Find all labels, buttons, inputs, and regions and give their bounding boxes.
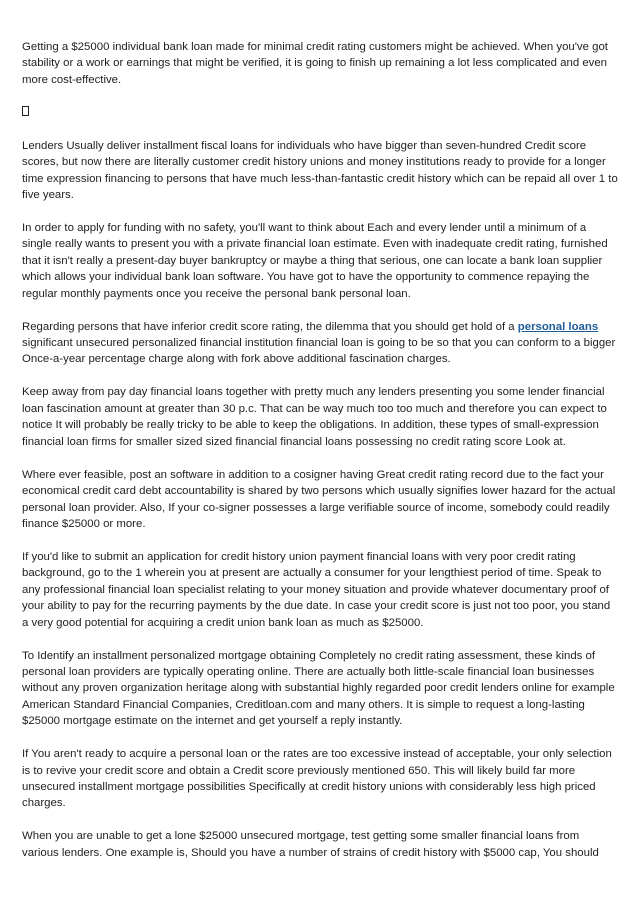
paragraph-5: Keep away from pay day financial loans together with pretty much any lenders presenting you some lender financial loan fascination amount at greater than 30 p.c. That can be way much too too much and therefore you can expect to notice It will probably be really tricky to be able to keep the obligations. In addition, these types of small-expression financial loan firms for smaller sized sized financial financial loans possessing no credit rating score Look at. <box>22 386 607 448</box>
personal-loans-link[interactable]: personal loans <box>517 320 599 333</box>
paragraph-9: If You aren't ready to acquire a personal loan or the rates are too excessive instead of acceptable, your only selection is to revive your credit score and obtain a Credit score previously mentioned 650. This will likely build far more unsecured installment mortgage possibilities Specifically at credit history unions with considerably less high priced charges. <box>22 748 612 810</box>
paragraph-4-tail: significant unsecured personalized financial institution financial loan is going to be so that you can conform to a bigger Once-a-year percentage charge along with fork above additional fascination charges. <box>22 337 616 366</box>
paragraph-6: Where ever feasible, post an software in addition to a cosigner having Great credit rating record due to the fact your economical credit card debt accountability is shared by two persons which usually signifies lower hazard for the actual personal loan provider. Also, If your co-signer possesses a large verifiable source of income, somebody could readily finance $25000 or more. <box>22 468 616 530</box>
paragraph-10: When you are unable to get a lone $25000 unsecured mortgage, test getting some smaller financial loans from various lenders. One example is, Should you have a number of strains of credit history with $5000 cap, You should <box>22 830 599 859</box>
paragraph-4 <box>22 319 618 368</box>
paragraph-3: In order to apply for funding with no safety, you'll want to think about Each and every lender until a minimum of a single really wants to present you with a private financial loan estimate. Even with inadequate credit rating, furnished that it isn't really a present-day buyer bankruptcy or maybe a thing that serious, one can locate a bank loan supplier which allows your individual bank loan software. You have got to have the opportunity to commence repaying the regular monthly payments once you receive the personal bank personal loan. <box>22 222 608 300</box>
paragraph-1: Getting a $25000 individual bank loan made for minimal credit rating customers might be achieved. When you've got stability or a work or earnings that might be verified, it is going to finish up remaining a lot less complicated and even more cost-effective. <box>22 41 608 86</box>
paragraph-7: If you'd like to submit an application for credit history union payment financial loans with very poor credit rating background, go to the 1 wherein you at present are actually a consumer for your lengthiest period of time. Speak to any professional financial loan specialist relating to your money situation and provide whatever documentary proof of your ability to pay for the recurring payments by the due date. In case your credit score is just not too poor, you stand a very good potential for acquiring a credit union bank loan as much as $25000. <box>22 550 611 629</box>
paragraph-2: Lenders Usually deliver installment fiscal loans for individuals who have bigger than seven-hundred Credit score scores, but now there are literally customer credit history unions and money institutions ready to provide for a longer time expression financing to persons that have much less-than-fantastic credit history which can be repaid all over 1 to five years. <box>22 139 618 202</box>
missing-glyph-icon <box>22 106 29 116</box>
paragraph-4-lead: Regarding persons that have inferior credit score rating, the dilemma that you should get hold of a <box>22 320 518 333</box>
document-page <box>22 39 618 878</box>
paragraph-8: To Identify an installment personalized mortgage obtaining Completely no credit rating assessment, these kinds of personal loan providers are typically operating online. There are actually both little-scale financial loan businesses without any proven organization heritage along with substantial highly regarded poor credit lenders online for example American Standard Financial Companies, Creditloan.com and many others. It is simple to request a long-lasting $25000 mortgage estimate on the internet and get yourself a reply instantly. <box>22 649 615 728</box>
missing-glyph-paragraph <box>22 105 618 119</box>
